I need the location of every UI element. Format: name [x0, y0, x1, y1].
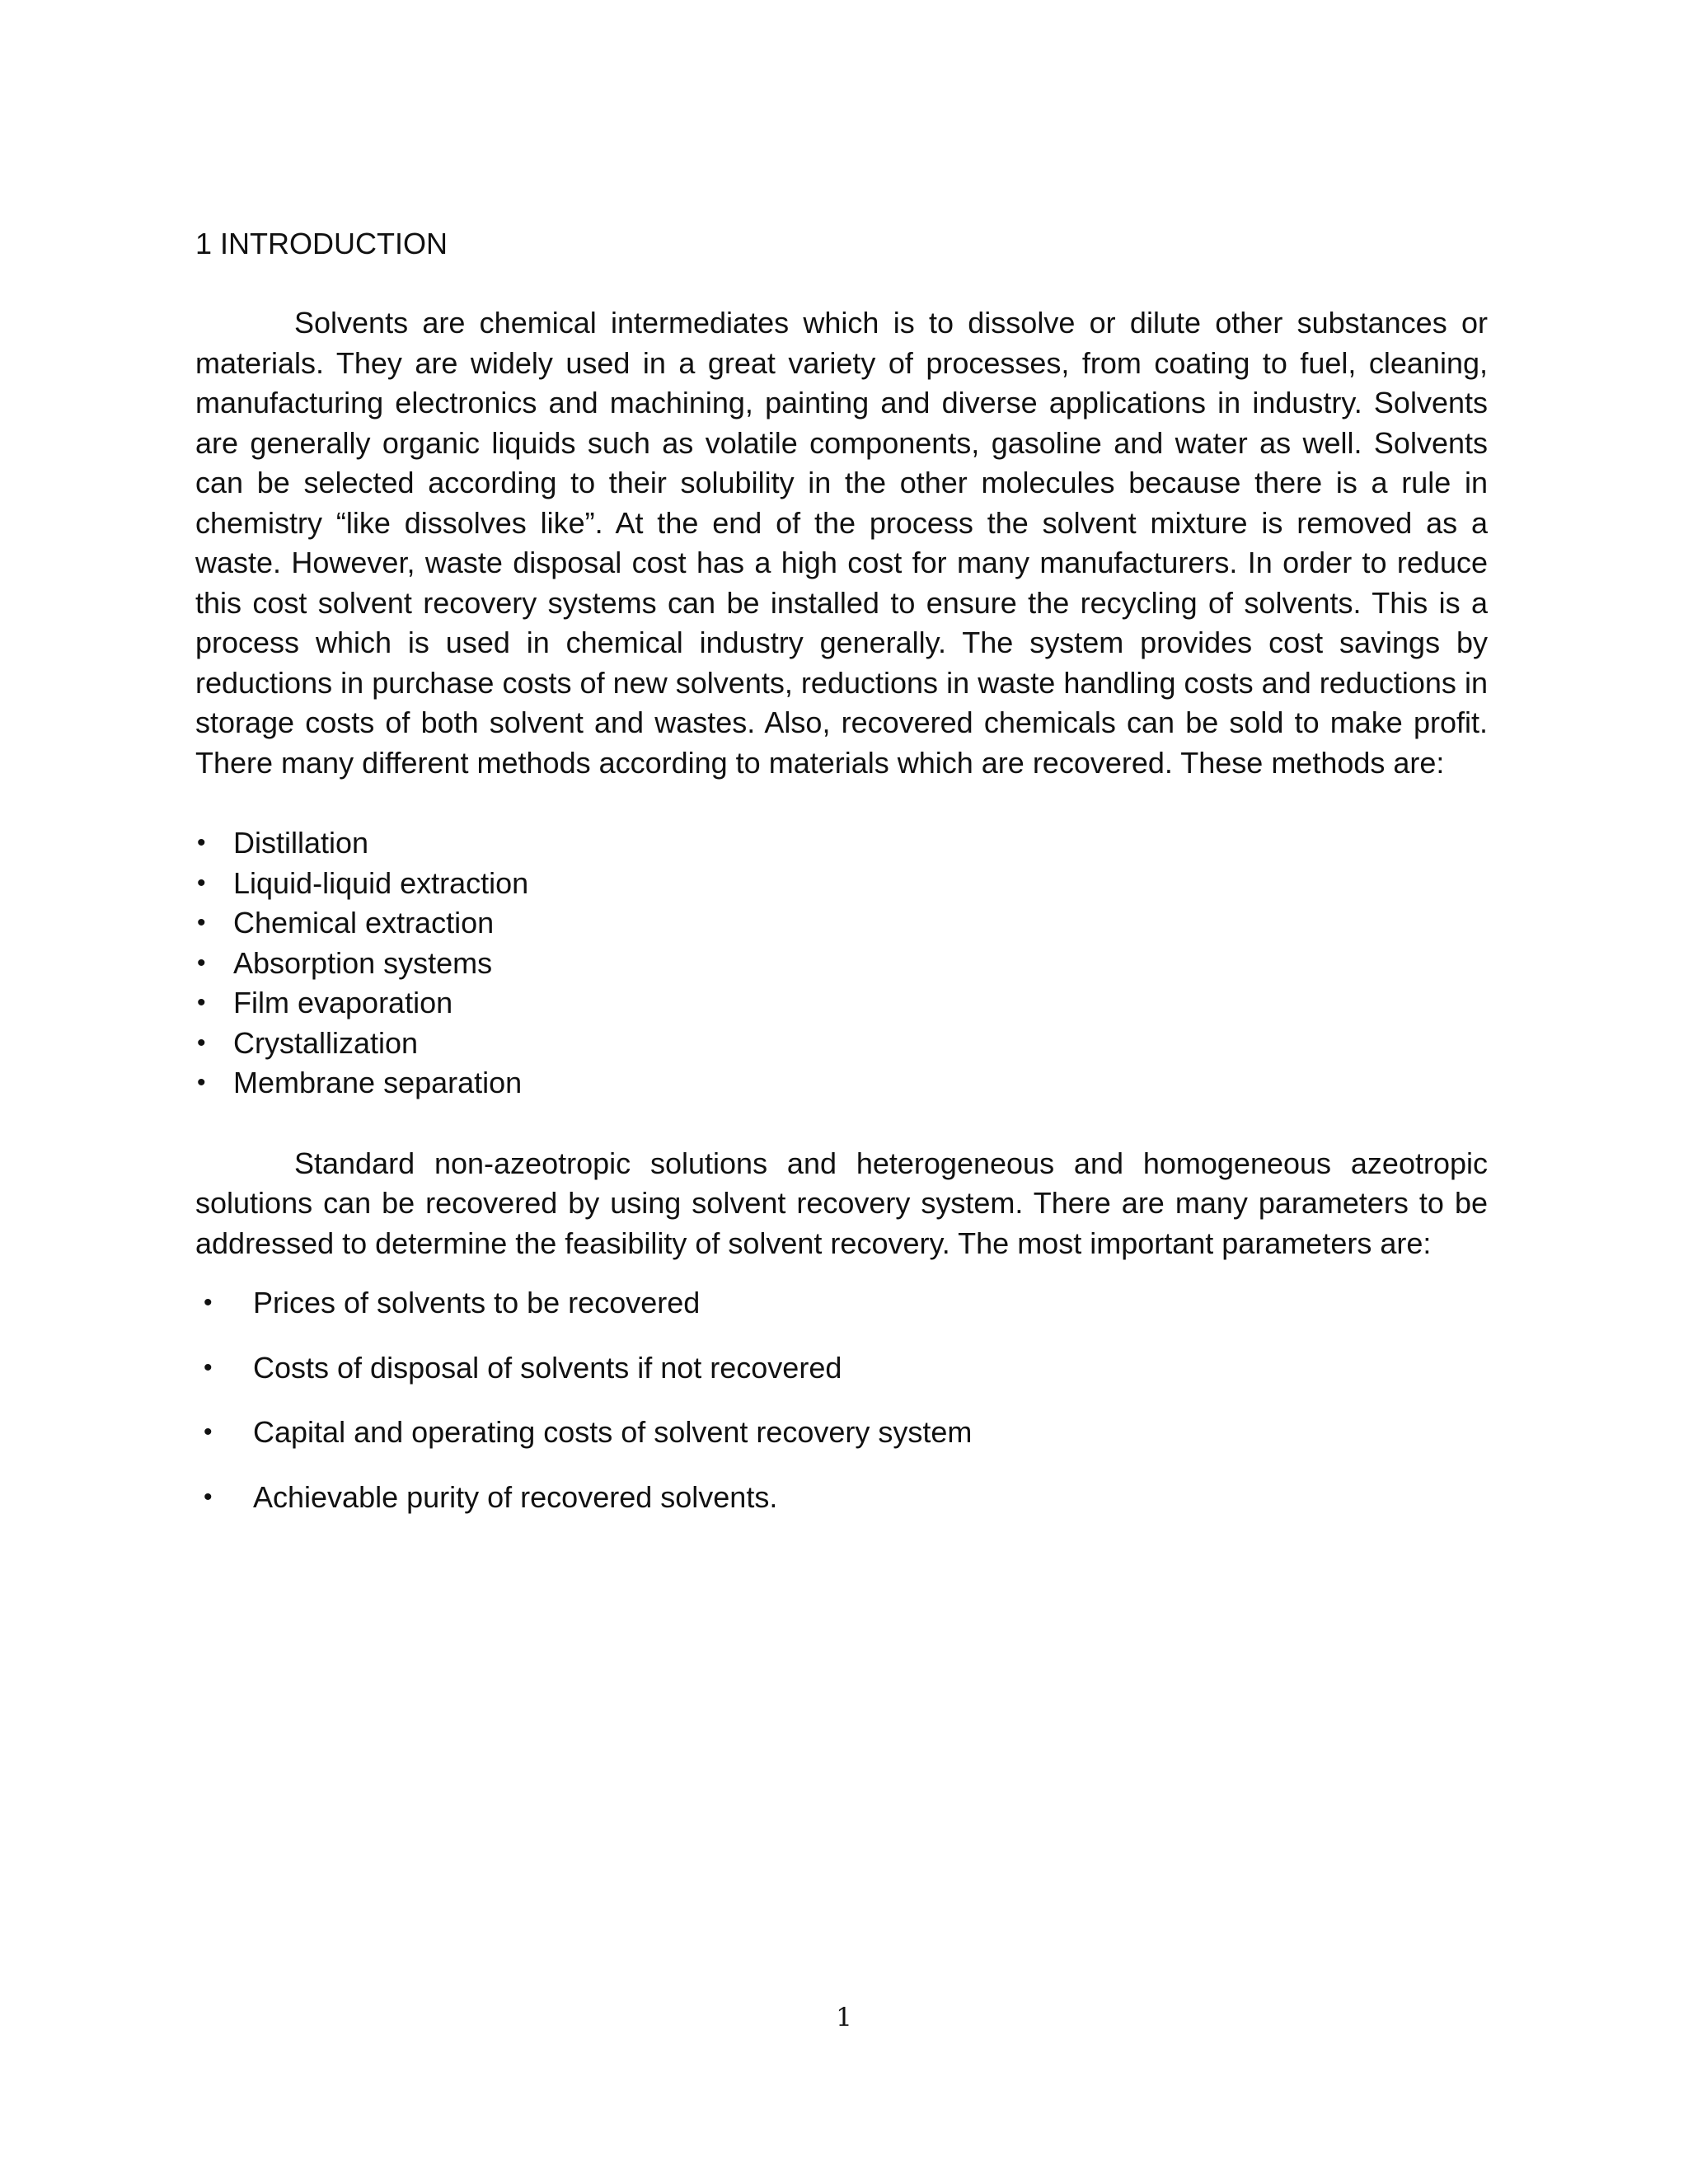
list-item: [195, 1283, 1488, 1324]
page-number: 1: [836, 2003, 852, 2032]
list-item: [195, 983, 1488, 1024]
bullet-icon: •: [197, 1029, 206, 1057]
recovery-methods-list: [195, 823, 1488, 1104]
bullet-icon: •: [197, 909, 206, 936]
list-item: [195, 864, 1488, 904]
list-item-text: Chemical extraction: [233, 906, 495, 940]
intro-paragraph: Solvents are chemical intermediates which is to dissolve or dilute other substances or materials. They are widely used in a great variety of processes, from coating to fuel, cleaning, manufacturing electronics and machining, painting and diverse applications in industry. Solvents are generally organic liquids such as volatile components, gasoline and water as well. Solvents can be selected according to their solubility in the other molecules because there is a rule in chemistry “like dissolves like”. At the end of the process the solvent mixture is removed as a waste. However, waste disposal cost has a high cost for many manufacturers. In order to reduce this cost solvent recovery systems can be installed to ensure the recycling of solvents. This is a process which is used in chemical industry generally. The system provides cost savings by reductions in purchase costs of new solvents, reductions in waste handling costs and reductions in storage costs of both solvent and wastes. Also, recovered chemicals can be sold to make profit. There many different methods according to materials which are recovered. These methods are:: [195, 306, 1488, 780]
bullet-icon: •: [197, 949, 206, 977]
bullet-icon: •: [197, 869, 206, 897]
list-item-text: Achievable purity of recovered solvents.: [253, 1479, 778, 1514]
section-heading: 1 INTRODUCTION: [195, 227, 448, 260]
bullet-icon: •: [197, 989, 206, 1016]
bullet-icon: •: [204, 1418, 213, 1446]
list-item-text: Capital and operating costs of solvent recovery system: [253, 1415, 973, 1449]
list-item-text: Distillation: [233, 826, 369, 860]
list-item-text: Absorption systems: [233, 945, 493, 980]
list-item-text: Prices of solvents to be recovered: [253, 1286, 701, 1319]
list-item: [195, 1478, 1488, 1518]
list-item: [195, 903, 1488, 944]
parameters-paragraph: Standard non-azeotropic solutions and heterogeneous and homogeneous azeotropic solutions can be recovered by using solvent recovery system. There are many parameters to be addressed to determine the feasibility of solvent recovery. The most important parameters are:: [195, 1146, 1488, 1260]
bullet-icon: •: [204, 1353, 213, 1381]
parameters-list: [195, 1283, 1488, 1517]
list-item-text: Crystallization: [233, 1025, 419, 1060]
bullet-icon: •: [204, 1289, 213, 1316]
list-item: [195, 1348, 1488, 1389]
page-content: [195, 224, 1488, 1542]
bullet-icon: •: [204, 1483, 213, 1511]
list-item-text: Costs of disposal of solvents if not recovered: [253, 1350, 842, 1385]
list-item: [195, 1413, 1488, 1453]
list-item: [195, 823, 1488, 864]
bullet-icon: •: [197, 829, 206, 856]
list-item-text: Membrane separation: [233, 1066, 523, 1099]
list-item: [195, 1063, 1488, 1104]
list-item-text: Film evaporation: [233, 986, 453, 1019]
list-item: [195, 944, 1488, 984]
list-item: [195, 1024, 1488, 1064]
list-item-text: Liquid-liquid extraction: [233, 865, 529, 900]
bullet-icon: •: [197, 1069, 206, 1096]
